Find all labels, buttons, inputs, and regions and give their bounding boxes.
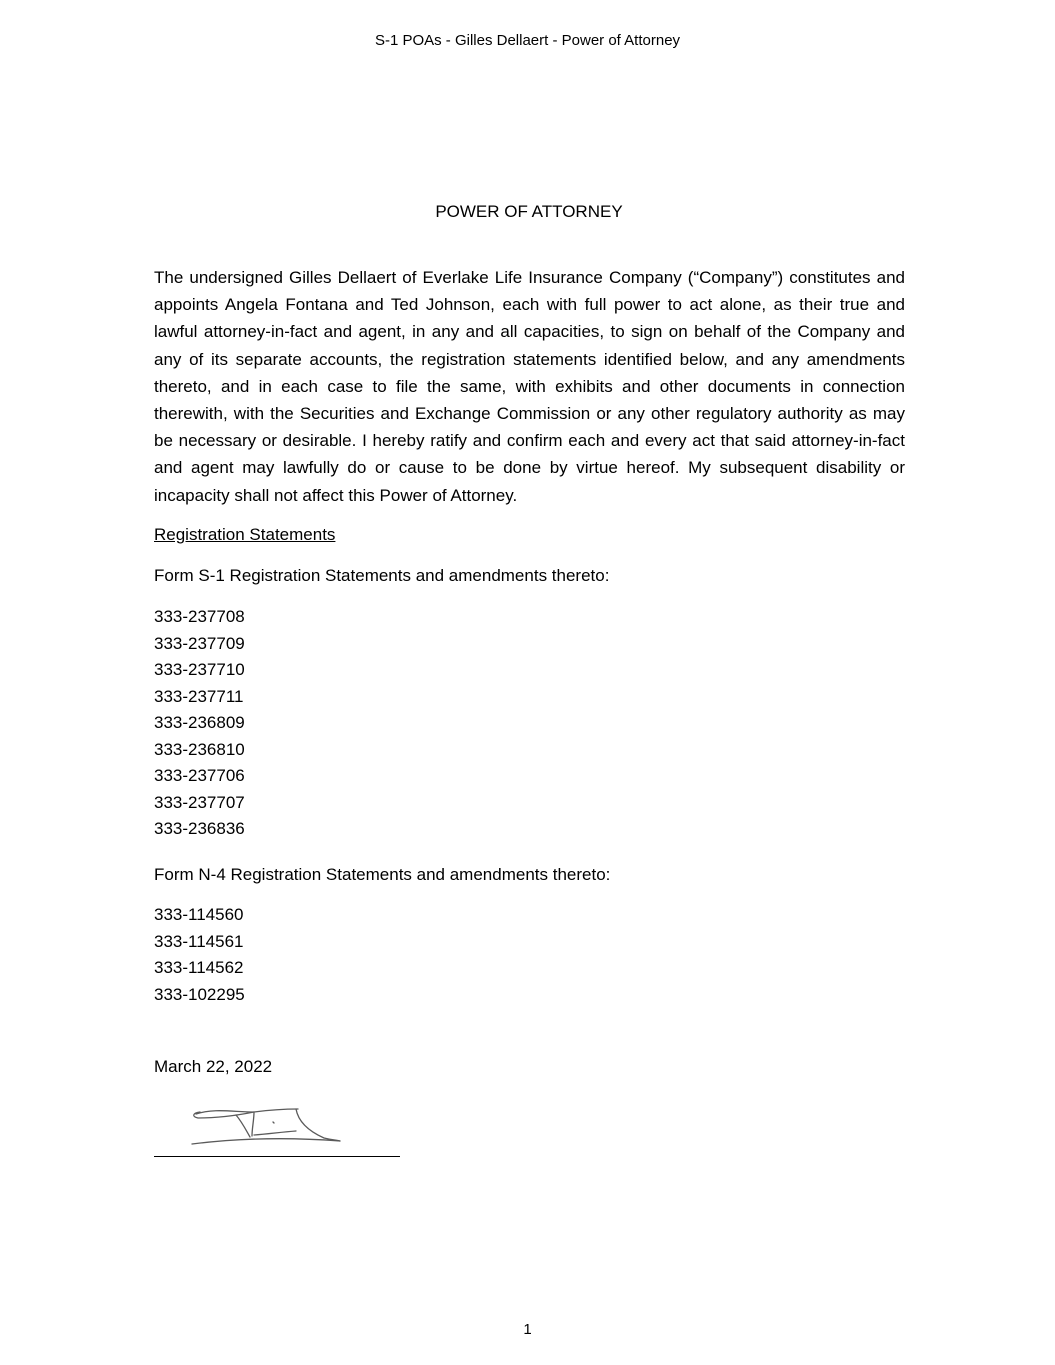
registration-number: 333-236809	[154, 713, 245, 732]
signature-date: March 22, 2022	[154, 1057, 273, 1076]
s1-label: Form S-1 Registration Statements and amendments thereto:	[154, 566, 610, 585]
registration-number: 333-102295	[154, 984, 245, 1004]
body-paragraph: The undersigned Gilles Dellaert of Everlake Life Insurance Company (“Company”) constitutes and appoints Angela Fontana and Ted Johnson, each with full power to act alone, as their true and lawful attorney-in-fact and agent, in any and all capacities, to sign on behalf of the Company and any of its separate accounts, the registration statements identified below, and any amendments thereto, and in each case to file the same, with exhibits and other documents in connection therewith, with the Securities and Exchange Commission or any other regulatory authority as may be necessary or desirable. I hereby ratify and confirm each and every act that said attorney-in-fact and agent may lawfully do or cause to be done by virtue hereof. My subsequent disability or incapacity shall not affect this Power of Attorney.	[154, 268, 905, 505]
registration-number: 333-237709	[154, 633, 245, 653]
registration-number: 333-114561	[154, 931, 244, 951]
registration-number: 333-114560	[154, 905, 244, 924]
signature-line	[154, 1156, 400, 1157]
section-heading: Registration Statements	[154, 525, 336, 544]
registration-number: 333-237706	[154, 766, 245, 785]
page-number: 1	[523, 1321, 532, 1338]
n4-registration-list	[154, 902, 245, 1008]
registration-number: 333-236836	[154, 819, 245, 838]
running-header: S-1 POAs - Gilles Dellaert - Power of Attorney	[374, 32, 681, 49]
registration-number: 333-114562	[154, 958, 244, 977]
registration-number: 333-236810	[154, 739, 245, 759]
registration-number: 333-237711	[154, 686, 244, 706]
registration-number: 333-237710	[154, 660, 245, 679]
registration-number: 333-237708	[154, 607, 245, 626]
n4-label: Form N-4 Registration Statements and amendments thereto:	[154, 865, 611, 884]
document-title: POWER OF ATTORNEY	[435, 202, 623, 221]
s1-registration-list	[154, 604, 245, 843]
registration-number: 333-237707	[154, 792, 245, 812]
handwritten-signature	[184, 1100, 349, 1152]
